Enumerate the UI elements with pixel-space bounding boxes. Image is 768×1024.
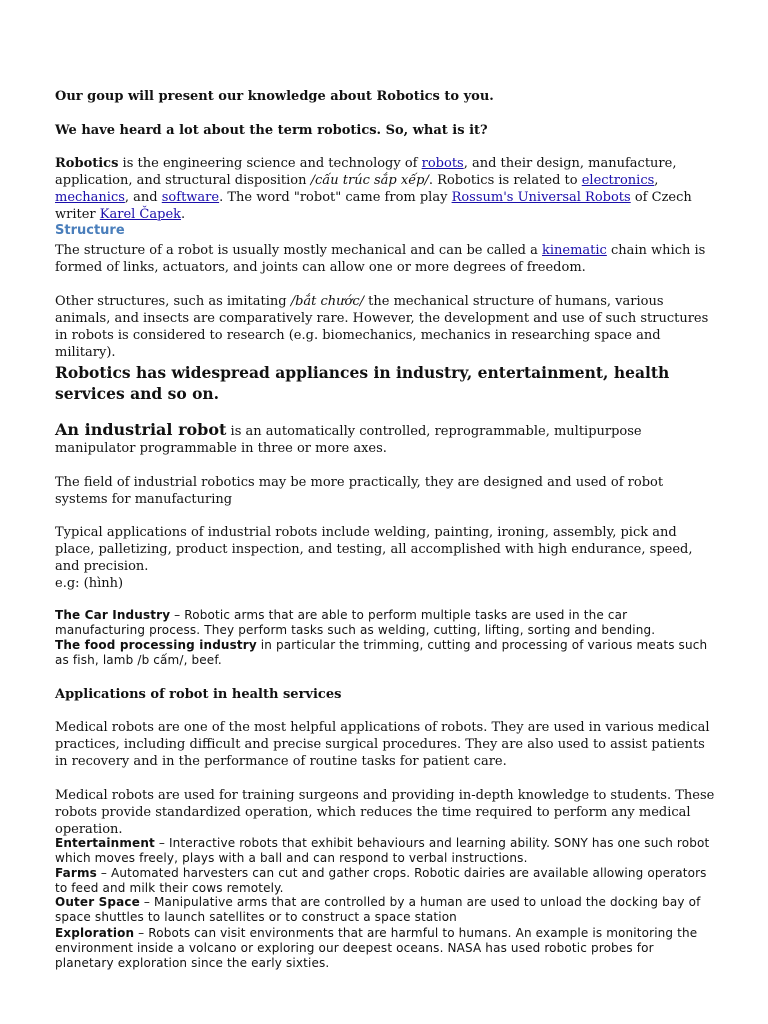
link-mechanics[interactable]: mechanics xyxy=(55,190,125,205)
link-electronics[interactable]: electronics xyxy=(581,173,655,188)
vietnamese-gloss-1: /cấu trúc sắp xếp/ xyxy=(310,173,429,188)
applications-heading: Robotics has widespread appliances in industry, entertainment, health services and so on. xyxy=(55,363,670,403)
link-robots[interactable]: robots xyxy=(421,156,464,171)
structure-text-2: chain which is formed of links, actuators, and joints can allow one or more degrees of freedom. xyxy=(55,243,706,275)
industrial-robot-paragraph xyxy=(55,421,715,457)
outer-space-term: Outer Space xyxy=(55,895,140,909)
car-industry-term: The Car Industry xyxy=(55,608,171,622)
car-industry-text: – Robotic arms that are able to perform multiple tasks are used in the car manufacturing process. They perform tasks such as welding, cutting, lifting, sorting and bending. xyxy=(55,608,656,637)
entertainment-text: – Interactive robots that exhibit behaviours and learning ability. SONY has one such robot which moves freely, plays with a ball and can respond to verbal instructions. xyxy=(55,836,710,865)
food-industry-paragraph xyxy=(55,638,715,668)
industrial-paragraph-2: The field of industrial robotics may be more practically, they are designed and used of robot systems for manufacturing xyxy=(55,475,664,507)
definition-text-4: , xyxy=(654,173,659,188)
health-paragraph-1: Medical robots are one of the most helpful applications of robots. They are used in various medical practices, including difficult and precise surgical procedures. They are also used to assist patients in recovery and in the performance of routine tasks for patient care. xyxy=(55,720,710,769)
farms-term: Farms xyxy=(55,866,97,880)
definition-text-5: , and xyxy=(124,190,162,205)
health-paragraph-2: Medical robots are used for training surgeons and providing in-depth knowledge to students. These robots provide standardized operation, which reduces the time required to perform any medical operation. xyxy=(55,788,715,837)
structure-paragraph-2 xyxy=(55,293,715,361)
link-karel-capek[interactable]: Karel Čapek xyxy=(99,207,182,222)
car-industry-paragraph xyxy=(55,608,715,638)
industrial-paragraph-3: Typical applications of industrial robots include welding, painting, ironing, assembly, pick and place, palletizing, product inspection, and testing, all accomplished with high endurance, speed, and precision. xyxy=(55,525,693,574)
link-kinematic[interactable]: kinematic xyxy=(542,243,607,258)
definition-paragraph xyxy=(55,155,715,223)
vietnamese-gloss-2: /bắt chước/ xyxy=(290,294,365,309)
food-industry-term: The food processing industry xyxy=(55,638,257,652)
outer-space-text: – Manipulative arms that are controlled by a human are used to unload the docking bay of space shuttles to launch satellites or to construct a space station xyxy=(55,895,701,924)
definition-text-8: . xyxy=(181,207,186,222)
link-software[interactable]: software xyxy=(161,190,220,205)
example-note: e.g: (hình) xyxy=(55,576,124,591)
robotics-term: Robotics xyxy=(55,156,119,171)
definition-text-1: is the engineering science and technology of xyxy=(118,156,422,171)
outer-space-paragraph xyxy=(55,895,715,925)
link-rossums-universal-robots[interactable]: Rossum's Universal Robots xyxy=(451,190,631,205)
industrial-robot-term: An industrial robot xyxy=(55,420,227,439)
definition-text-2: , and their design, manufacture, application, and structural disposition xyxy=(55,156,677,188)
structure-text-1: The structure of a robot is usually mostly mechanical and can be called a xyxy=(55,243,542,258)
entertainment-term: Entertainment xyxy=(55,836,155,850)
exploration-text: – Robots can visit environments that are harmful to humans. An example is monitoring the environment inside a volcano or exploring our deepest oceans. NASA has used robotic probes for planetary exploration since the early sixties. xyxy=(55,926,698,970)
definition-text-7: of Czech writer xyxy=(55,190,692,222)
exploration-term: Exploration xyxy=(55,926,135,940)
structure-paragraph-1 xyxy=(55,242,715,276)
intro-line-2: We have heard a lot about the term robotics. So, what is it? xyxy=(55,123,488,138)
entertainment-paragraph xyxy=(55,836,715,866)
intro-line-1: Our goup will present our knowledge about Robotics to you. xyxy=(55,89,494,104)
farms-paragraph xyxy=(55,866,715,896)
structure-text-4: the mechanical structure of humans, various animals, and insects are comparatively rare. However, the development and use of such structures in robots is considered to research (e.g. biomechanics, mechanics in researching space and military). xyxy=(55,294,709,360)
exploration-paragraph xyxy=(55,926,715,971)
definition-text-3: . Robotics is related to xyxy=(428,173,582,188)
definition-text-6: . The word "robot" came from play xyxy=(219,190,452,205)
health-heading: Applications of robot in health services xyxy=(55,687,342,702)
farms-text: – Automated harvesters can cut and gather crops. Robotic dairies are available allowing operators to feed and milk their cows remotely. xyxy=(55,866,707,895)
structure-heading: Structure xyxy=(55,223,125,238)
structure-text-3: Other structures, such as imitating xyxy=(55,294,291,309)
industrial-robot-text: is an automatically controlled, reprogrammable, multipurpose manipulator programmable in three or more axes. xyxy=(55,424,642,456)
food-industry-text: in particular the trimming, cutting and processing of various meats such as fish, lamb /b cấm/, beef. xyxy=(55,638,708,667)
